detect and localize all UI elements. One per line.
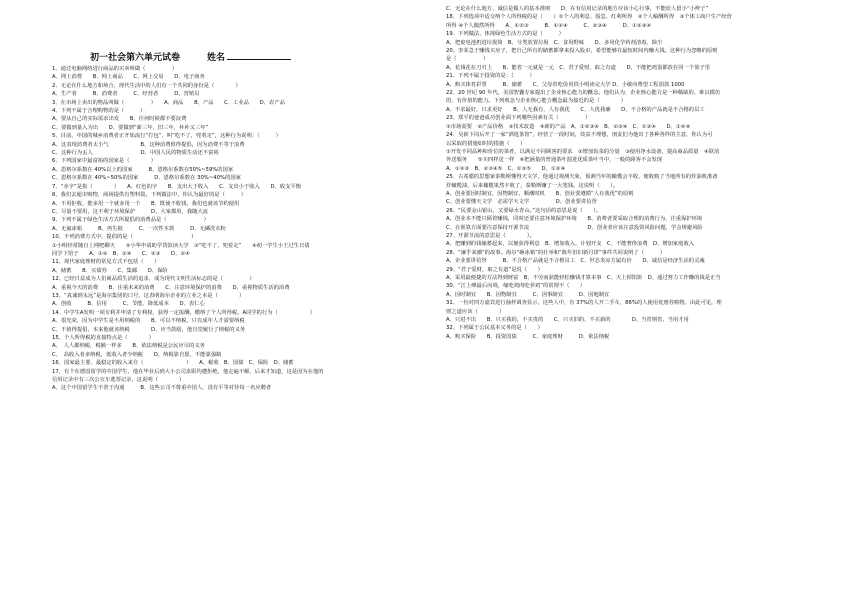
right-line: 19、下列做法，体现绿色生活方式的是（ ） — [446, 31, 564, 38]
left-line: 13、“真诚到永远”是海尔集团的口号，这表明海尔企业的立业之本是（ ） — [52, 292, 245, 299]
right-line: C、在预算方面要注意保持开源节流 D、创业者应该注意投资风险问题，学会规避风险 — [446, 224, 703, 231]
right-column — [446, 5, 818, 341]
right-line: 29、“君子爱财，取之有道”是说（ ） — [446, 266, 543, 273]
right-line: A、不求最好，只求更好 B、人无我有，人有我优 C、人优我廉 D、不合格的产品就是不合格的员工 — [446, 106, 705, 113]
right-line: A、购买保险 B、投资国债 C、家庭理财 D、依法纳税 — [446, 333, 610, 340]
right-line: A、创业要因时制宜，因物制宜，顺潮时机 B、创业要遵循“人有我优”的原则 — [446, 190, 634, 197]
right-line: ①市场需要 ②产品价格 ③技术改造 ④新的产品 A、①②③④ B、②③④ C、①③④ D、①②④ — [446, 123, 691, 130]
right-line: 28、“廉乎来潮”的故事。海尔“砸冰箱”的壮举和“陈年旧旧新月饼”事件共同说明了（ ） — [446, 249, 666, 256]
right-line: A、因时制宜 B、因物制宜 C、因事制宜 D、因地制宜 — [446, 291, 610, 298]
left-line: A、储蓄 B、买债券 C、集邮 D、保险 — [52, 267, 168, 274]
left-line: A、创收 B、信用 C、节能、降低成本 D、表仁心 — [52, 301, 205, 308]
right-line: 21、下列不属于投资的是：（ ） — [446, 73, 535, 80]
name-blank-line[interactable] — [227, 50, 291, 60]
left-line: 12、已经日益成为人们商品质生活的追求，成为现代文明生活标志的是（ ） — [52, 276, 255, 283]
left-line: 11、现代家庭理财的常见方式不包括（ ） — [52, 259, 160, 266]
left-line: C、不值得提倡，本来他就该纳税 D、应当鼓励，他自觉履行了纳税的义务 — [52, 326, 246, 333]
left-line: 9、下列不属于绿色生活方式所提倡的消费品是（ ） — [52, 217, 209, 224]
right-line: A、把赚到的钱储蓄起来，以便获得利息 B、增加收入，计划开支 C、不能奢侈浪费 D、增加家庭收入 — [446, 241, 695, 248]
left-line: A、这表现消费者太小气 B、这种消费值得提倡，因为消费不等于浪费 — [52, 141, 245, 148]
left-line: 同学下馆子 A、①② B、③④ C、②③ D、②④ — [52, 250, 190, 257]
left-line: A、恩格尔系数在 40%以上的国家 B、恩格尔系数在50%~59%的国家 — [52, 166, 234, 173]
left-line: A、很光荣，因为中学生是不用纳税的 B、可以不纳税，只有成年人才需要纳税 — [52, 318, 245, 325]
right-line: A、创业本不能只顾着赚钱，同时还要注意环境保护环境 B、消费者要采取合理的消费行为，注重保护环境 — [446, 216, 703, 223]
right-line: 26、“民要金山银山，又要绿水青山。”这句话的意思是说（ ）。 — [446, 207, 602, 214]
left-column — [52, 50, 424, 393]
right-line: 以采取的措施如时的措施（ ） — [446, 140, 526, 147]
right-line: A、采用最便捷的方法得到财富 B、不劳而获能轻松赚钱才算本事 C、天上掉馅饼 D、通过努力工作赚的钱是正当 — [446, 275, 721, 281]
right-line: 18、下列选项中适交纳个人所得税的是（ ）①个人的利息、股息、红利所得 ②个人稿酬所得 ③个体工商户生产经营 — [446, 14, 732, 21]
right-line: C、创业要懂天文学 必需学天文学 D、创业要讲信誉 — [446, 199, 597, 206]
left-line: 15、个人所得税的直接特点是（ ） — [52, 335, 155, 341]
left-line: 6、下列国家中最富裕的国家是（ ） — [52, 158, 157, 165]
right-line: 25、古希腊的思想家泰勒斯懂得天文学，他通过观测天象，预测当年的橄榄会丰收，便收购了当地所有的炸油机准备 — [446, 174, 718, 181]
exam-title — [90, 50, 424, 62]
left-line: ①小明经常随自上网吧聊天 ②小华申请助学贷款读大学 ③“吃不了，兜着走” ④初一学生小王过生日请 — [52, 242, 310, 249]
right-line: 27、开源节流的意思是（ ）。 — [446, 232, 535, 239]
left-line: 17、有个在德国留学的中国学生，他在毕业后到大小公司求职均遭拒绝，他走遍不解，后来才知道，这是因为在他的 — [52, 368, 324, 375]
left-line: A、生产者 B、消费者 C、经营者 D、营销员 — [52, 91, 200, 98]
right-line: A、只进不出 B、只买我的，不买贵的 C、只买旧的，不买新的 D、当省则省，当用才用 — [446, 317, 689, 324]
right-line: A、购买体育彩票 B、储蓄 C、父母省吃俭用供小明读完大学 D、小敏向费望工程捐款 1000 — [446, 81, 685, 88]
left-line: A、要从自己的实际需求出发 B、任何时候都不要浪费 — [52, 116, 187, 123]
right-line: 外送服务 ⑤买四样送一样 ⑥把涵量的普通茶叶混进优质茶叶当中，一般的顾客不会发现 — [446, 157, 663, 164]
left-line: 3、在市场上卖出的物品叫做（ ） A、商品 B、产品 C、工业品 D、农产品 — [52, 99, 285, 106]
right-line: 炸橄榄油，后来橄榄果然丰收了，泰勒斯赚了一大笔钱。这说明（ ）。 — [446, 182, 619, 189]
right-line: A、企业要讲信誉 B、不合格产品就是不合格员工 C、世态炎凉方属有价 D、诚信是经济生活的灵魂 — [446, 258, 705, 265]
left-line: 1、通过电脑网络进行商品的买卖叫做（ ） — [52, 66, 178, 72]
left-line: A、重视今天的消费 B、注重未来的消费 C、注意环境保护的消费 D、重视物质生活的消费 — [52, 284, 290, 291]
left-line: A、 人人都纳税，税额一样多 B、依法纳税是公民应尽的义务 — [52, 343, 205, 350]
left-line: C、 高收入者多纳税，低收入者少纳税 D、纳税靠自愿，不能靠强制 — [52, 351, 222, 358]
left-line: 16、国家最主要、最稳定的收入来自（ ） A、税收 B、国债 C、保险 D、储蓄 — [52, 360, 294, 367]
right-line: 24、吴新下岗后开了一家“酒逛茶馆”，经营了一段时间，效益不理想，朋友们为他出了各种各样的主意，你认为可 — [446, 132, 713, 139]
left-line: 4、下列不属于合理购物的是（ ） — [52, 108, 146, 115]
left-line: A、这个中国留学生不善于沟通 B、这些公司不尊重中国人，没有平等对待每一名应聘者 — [52, 385, 272, 392]
right-line: 的、有价值的能力。下列观念与企业核心能力概念最为接近的是（ ） — [446, 98, 627, 105]
name-label: 姓名 — [207, 53, 226, 63]
right-line: A、①②③ B、②③④⑤ C、①③⑤ D、①②④ — [446, 165, 566, 172]
left-line: A、无氟冰箱 B、再生纸 C、一次性木筷 D、无磷洗衣粉 — [52, 225, 226, 232]
title-text: 初一社会第六单元试卷 — [90, 53, 181, 63]
left-line: A、不用拒收，能多用一个就多用一个 B、既使不收钱，我们也就该节约使用 — [52, 200, 240, 207]
left-line: C、恩格尔系数在 40%~50%的国家 D、恩格尔系数在 30%~40%的国家 — [52, 175, 241, 182]
left-line: 信用记录中有三次公交车逃票记录，这说明（ ） — [52, 377, 185, 384]
left-line: 14、中学生A发明一项专利并申请了专利权，获得一定报酬，缴纳了个人所得税。A同学的行为（ ） — [52, 309, 315, 316]
right-line: 财之道应该（ ） — [446, 308, 505, 315]
right-line: A、花钱花在刀刃上 B、能省一元就是一元 C、君子爱财，取之有道 D、不能把鸡蛋都放在同一个篮子里 — [446, 64, 710, 71]
right-line: 32、下列属于公民基本义务的是（ ） — [446, 325, 543, 332]
right-line: 23、郑平的爸爸成功创业面下列哪些因素有关（ ） — [446, 115, 591, 122]
left-line: C、尽量不要用，这不利于环境保护 D、大家都用，我随大流 — [52, 208, 209, 215]
right-line: 31、一份对四万嘉宾进行抽样调查显示，这些人中，有 37%的人开二手车，86%的人使用优惠券购物。由此可见，理 — [446, 300, 722, 307]
left-line: C、要做到量入为出 D、要做到“新三年，旧三年，补补又三年” — [52, 124, 209, 131]
left-line: 2、无论在什么地方和场合，现代生活中的人们有一个共同的身份是（ ） — [52, 82, 241, 89]
right-line: 20、李某急于赚钱买房子，把自己所有的储蓄都拿来投入股市，希望能够在最短时间内赚大钱。这种行为忽略的原则 — [446, 48, 718, 55]
left-line: 7、“赤字”是指（ ） A、红色的字 B、支出大于收入 C、支出小于收入 D、收支平衡 — [52, 183, 302, 190]
right-line: C、无论在什么地方，诚信是做人的基本准则 D、在有信用记录的地方应该小心行事，不能给人留小“小辫子” — [446, 6, 709, 12]
right-line: A、把废电池扔进垃圾筒 B、分类放置垃圾 C、食用野味 D、多用化学药剂清毒，除尘 — [446, 39, 663, 46]
left-line: 5、目前，中国的城乡消费者正开始流行“打包”，叫“吃不了，兜着走”，这种行为说明：（ ） — [52, 133, 281, 140]
right-line: ①开发不同品种和价位的菜肴，以满足不同顾客的要求 ②增加饭菜的分量 ③使用净水设备，提高商品质量 ④联消 — [446, 148, 720, 155]
right-line: 30、“江上峰最后向境，缘吃鸡肉吃养鸡”的常理不（ ） — [446, 283, 586, 290]
left-line: 10、不列消费方式中，提倡的是（ ） — [52, 234, 197, 241]
left-line: A、网上消费 B、网上商品 C、网上交易 D、电子商务 — [52, 74, 205, 81]
right-line: 22、20 世纪 90 年代，美国智囊专家提出了企业核心能力的概念。他们认为，企业核心能力是一种稀缺的、难以模仿 — [446, 90, 721, 97]
left-line: C、这种行为丢人 D、中国人民的物质生活还不富裕 — [52, 150, 219, 157]
right-line: 所得 ④个人偶然所得 A、①②③ B、①②④ C、②③④ D、①②③④ — [446, 22, 652, 29]
left-line: 8、我们去超市购物，商场提供有塑料袋。下列做法中，你认为最好的是（ ） — [52, 192, 247, 199]
right-line: 是（ ） — [446, 56, 489, 63]
